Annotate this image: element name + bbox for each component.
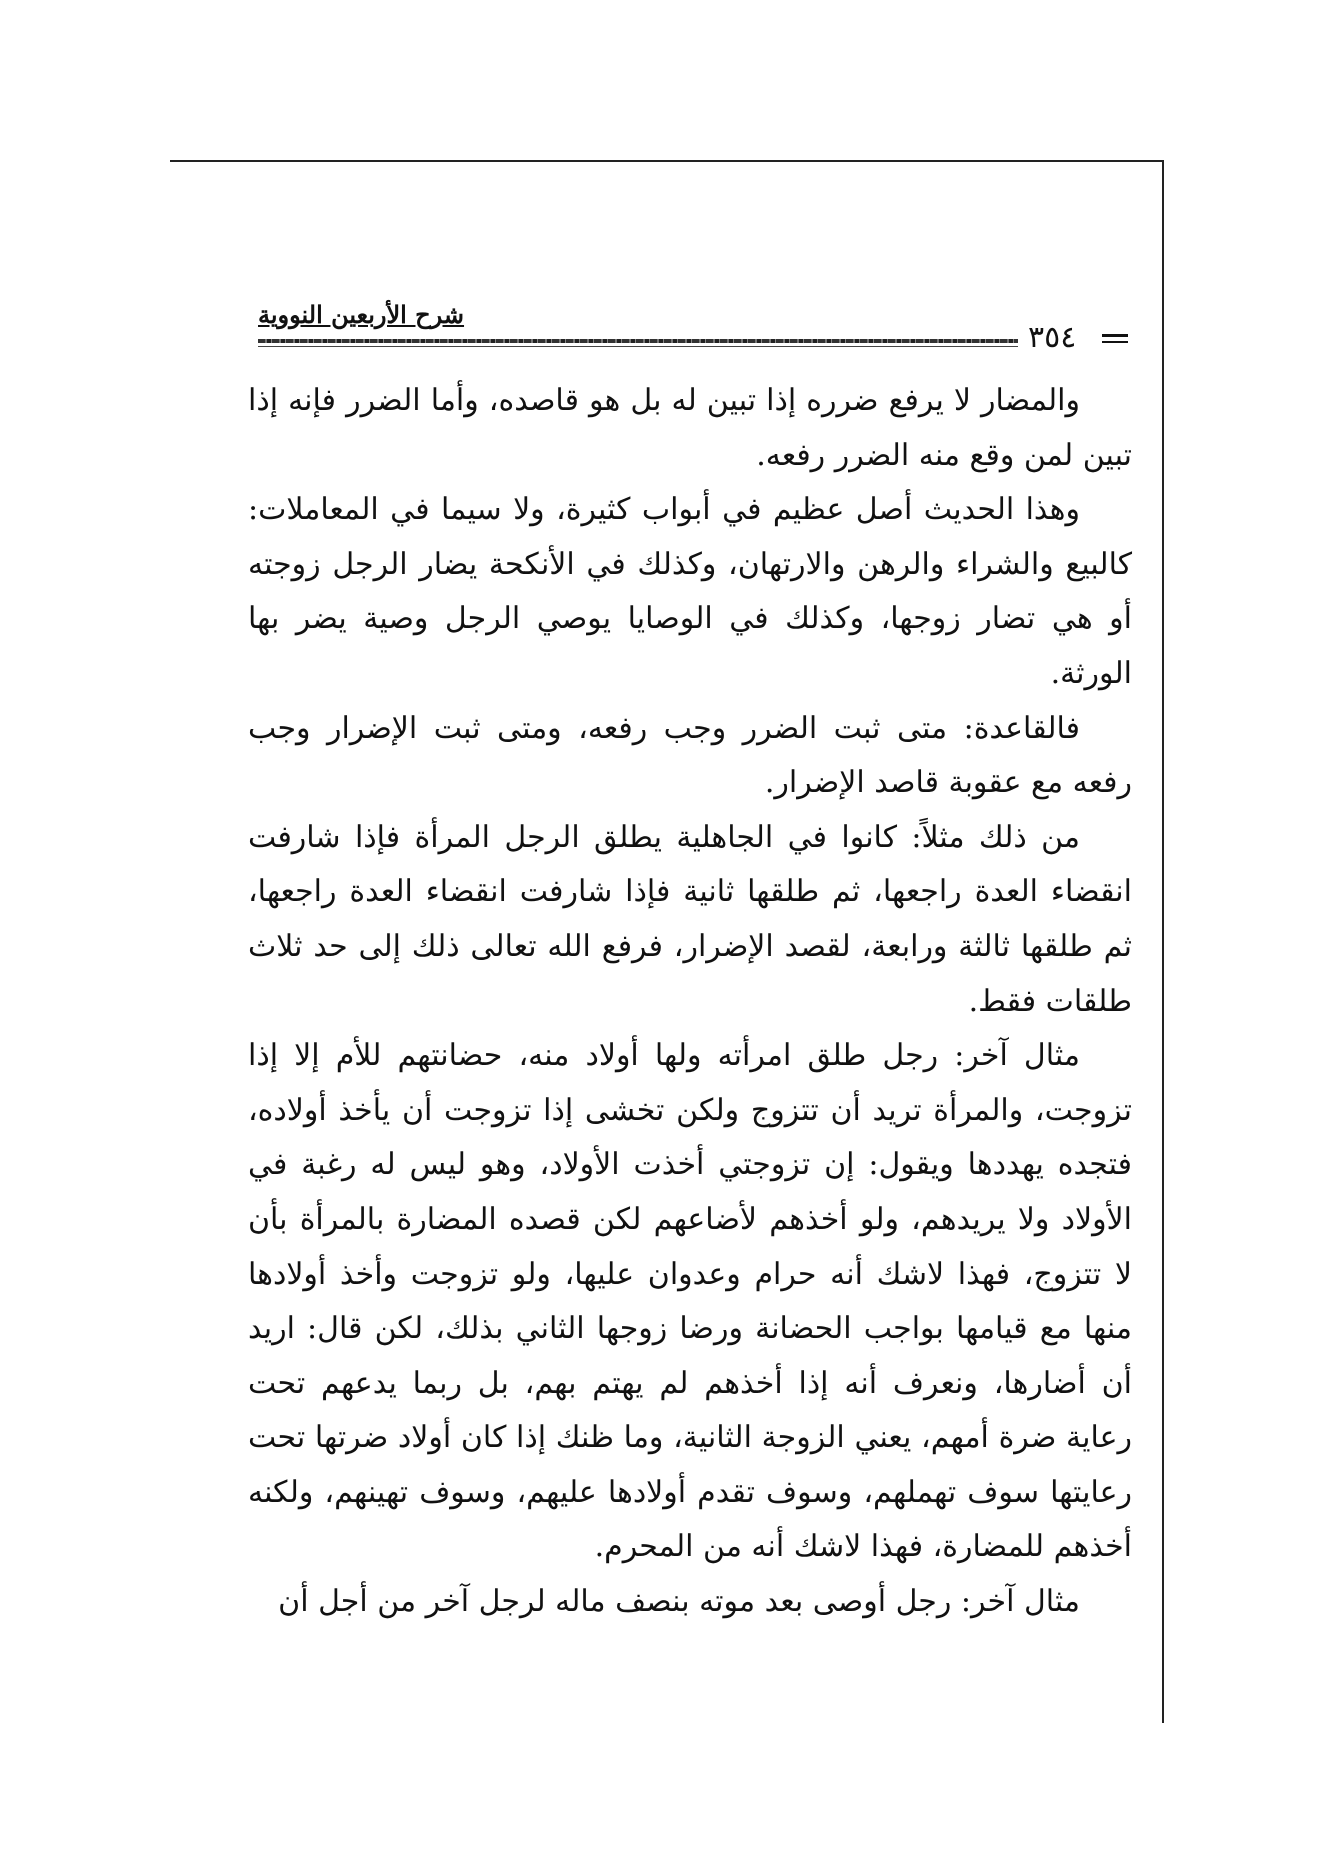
paragraph: مثال آخر: رجل أوصى بعد موته بنصف ماله لرجل آخر من أجل أن <box>278 1584 1080 1620</box>
header-rule <box>258 339 1018 343</box>
page-number-mark <box>1102 334 1128 337</box>
book-title: شرح الأربعين النووية <box>258 300 465 329</box>
paragraph: مثال آخر: رجل طلق امرأته ولها أولاد منه، حضانتهم للأم إلا إذا تزوجت، والمرأة تريد أن تتزوج ولكن تخشى إذا تزوجت أن يأخذ أولاده، فتجده يهددها ويقول: إن تزوجتي أخذت الأولاد، وهو ليس له رغبة في الأولاد ولا يريدهم، ولو أخذهم لأضاعهم لكن قصده المضارة بالمرأة بأن لا تتزوج، فهذا لاشك أنه حرام وعدوان عليها، ولو تزوجت وأخذ أولادها منها مع قيامها بواجب الحضانة ورضا زوجها الثاني بذلك، لكن قال: اريد أن أضارها، ونعرف أنه إذا أخذهم لم يهتم بهم، بل ربما يدعهم تحت رعاية ضرة أمهم، يعني الزوجة الثانية، وما ظنك إذا كان أولاد ضرتها تحت رعايتها سوف تهملهم، وسوف تقدم أولادها عليهم، وسوف تهينهم، ولكنه أخذهم للمضارة، فهذا لاشك أنه من المحرم. <box>248 1038 1132 1565</box>
page-frame-right-border <box>1162 160 1164 1723</box>
page-number: ٣٥٤ <box>1028 320 1077 355</box>
page-frame-top-border <box>170 160 1164 162</box>
paragraph: من ذلك مثلاً: كانوا في الجاهلية يطلق الرجل المرأة فإذا شارفت انقضاء العدة راجعها، ثم طلقها ثانية فإذا شارفت انقضاء العدة راجعها، ثم طلقها ثالثة ورابعة، لقصد الإضرار، فرفع الله تعالى ذلك إلى حد ثلاث طلقات فقط. <box>248 819 1132 1019</box>
running-header <box>258 290 1128 360</box>
paragraph: والمضار لا يرفع ضرره إذا تبين له بل هو قاصده، وأما الضرر فإنه إذا تبين لمن وقع منه الضرر رفعه. <box>248 383 1132 473</box>
paragraph: فالقاعدة: متى ثبت الضرر وجب رفعه، ومتى ثبت الإضرار وجب رفعه مع عقوبة قاصد الإضرار. <box>248 710 1132 801</box>
paragraph: وهذا الحديث أصل عظيم في أبواب كثيرة، ولا سيما في المعاملات: كالبيع والشراء والرهن والارتهان، وكذلك في الأنكحة يضار الرجل زوجته أو هي تضار زوجها، وكذلك في الوصايا يوصي الرجل وصية يضر بها الورثة. <box>248 492 1133 691</box>
page-number-mark-lower <box>1102 341 1128 343</box>
body-text <box>248 374 1132 1630</box>
header-rule-thin <box>258 346 1018 347</box>
